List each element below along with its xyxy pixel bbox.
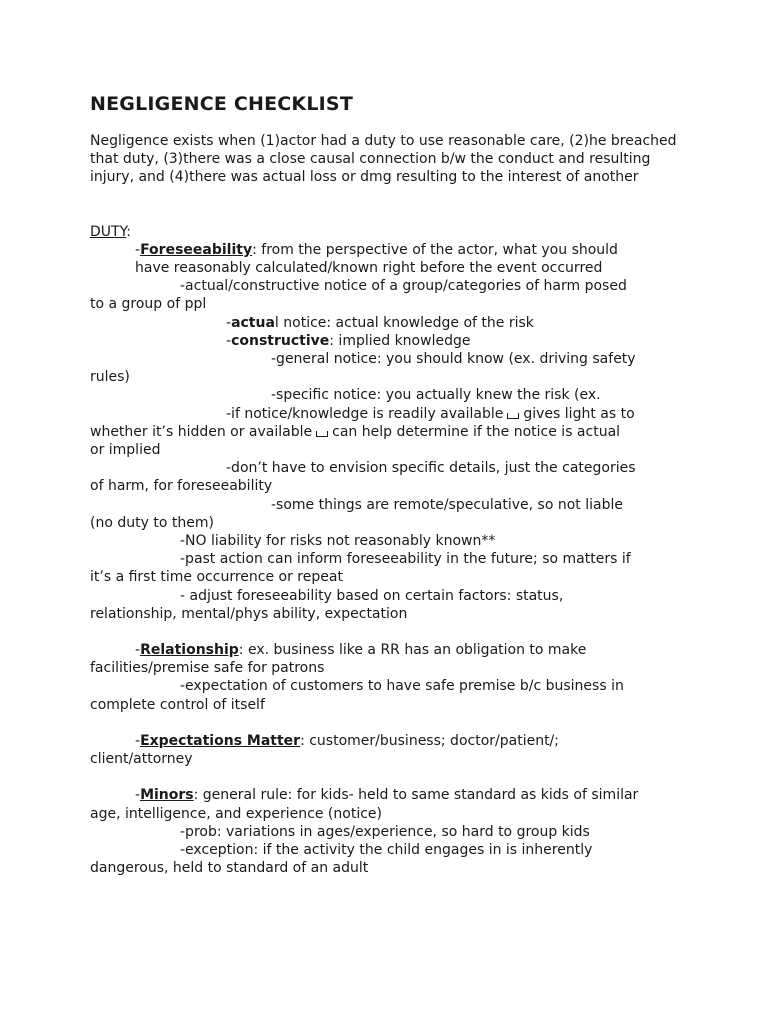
- relationship-term: Relationship: [140, 642, 239, 659]
- expectations-line-2: client/attorney: [90, 751, 193, 768]
- duty-heading-line: DUTY:: [90, 223, 131, 240]
- exception-line: -exception: if the activity the child engages in is inherently: [180, 841, 593, 858]
- document-title: NEGLIGENCE CHECKLIST: [90, 93, 353, 115]
- adjust-line-2: relationship, mental/phys ability, expectation: [90, 605, 408, 622]
- notice-line-2: to a group of ppl: [90, 296, 207, 313]
- remote-line-2: (no duty to them): [90, 514, 214, 531]
- if-notice-line: -if notice/knowledge is readily available gives light as to: [226, 405, 635, 422]
- duty-heading: DUTY: [90, 223, 127, 240]
- relationship-line: -Relationship: ex. business like a RR has an obligation to make: [135, 642, 587, 659]
- intro-paragraph: Negligence exists when (1)actor had a duty to use reasonable care, (2)he breached that duty, (3)there was a close causal connection b/w the conduct and resulting injury, and (4)there was actual loss or dmg resulting to the interest of another: [90, 133, 677, 186]
- past-action-line: -past action can inform foreseeability in the future; so matters if: [180, 551, 631, 568]
- document-page: [90, 92, 680, 877]
- foreseeability-line: -Foreseeability: from the perspective of the actor, what you should: [135, 241, 618, 258]
- exception-line-2: dangerous, held to standard of an adult: [90, 860, 369, 877]
- foreseeability-line-2: have reasonably calculated/known right before the event occurred: [135, 260, 603, 277]
- minors-term: Minors: [140, 787, 194, 804]
- specific-notice-line: -specific notice: you actually knew the risk (ex.: [271, 387, 601, 404]
- arrow-icon: [507, 413, 519, 419]
- if-notice-line-2: whether it’s hidden or available can help determine if the notice is actual: [90, 423, 621, 440]
- expectation-customers-line-2: complete control of itself: [90, 696, 265, 713]
- foreseeability-term: Foreseeability: [140, 241, 253, 258]
- past-action-line-2: it’s a first time occurrence or repeat: [90, 569, 343, 586]
- actual-notice-line: -actual notice: actual knowledge of the risk: [226, 314, 534, 331]
- adjust-line: - adjust foreseeability based on certain factors: status,: [180, 587, 564, 604]
- prob-line: -prob: variations in ages/experience, so hard to group kids: [180, 823, 590, 840]
- remote-line: -some things are remote/speculative, so not liable: [271, 496, 623, 513]
- expectations-term: Expectations Matter: [140, 732, 301, 749]
- general-notice-line-2: rules): [90, 369, 130, 386]
- if-notice-line-3: or implied: [90, 442, 161, 459]
- constructive-notice-line: -constructive: implied knowledge: [226, 332, 471, 349]
- relationship-line-2: facilities/premise safe for patrons: [90, 660, 325, 677]
- minors-line-2: age, intelligence, and experience (notice): [90, 805, 382, 822]
- expectation-customers-line: -expectation of customers to have safe premise b/c business in: [180, 678, 624, 695]
- notice-line: -actual/constructive notice of a group/categories of harm posed: [180, 278, 627, 295]
- envision-line: -don’t have to envision specific details, just the categories: [226, 460, 636, 477]
- envision-line-2: of harm, for foreseeability: [90, 478, 273, 495]
- no-liability-line: -NO liability for risks not reasonably known**: [180, 533, 496, 550]
- general-notice-line: -general notice: you should know (ex. driving safety: [271, 351, 636, 368]
- expectations-line: -Expectations Matter: customer/business; doctor/patient/;: [135, 732, 559, 749]
- arrow-icon: [316, 431, 328, 437]
- minors-line: -Minors: general rule: for kids- held to same standard as kids of similar: [135, 787, 639, 804]
